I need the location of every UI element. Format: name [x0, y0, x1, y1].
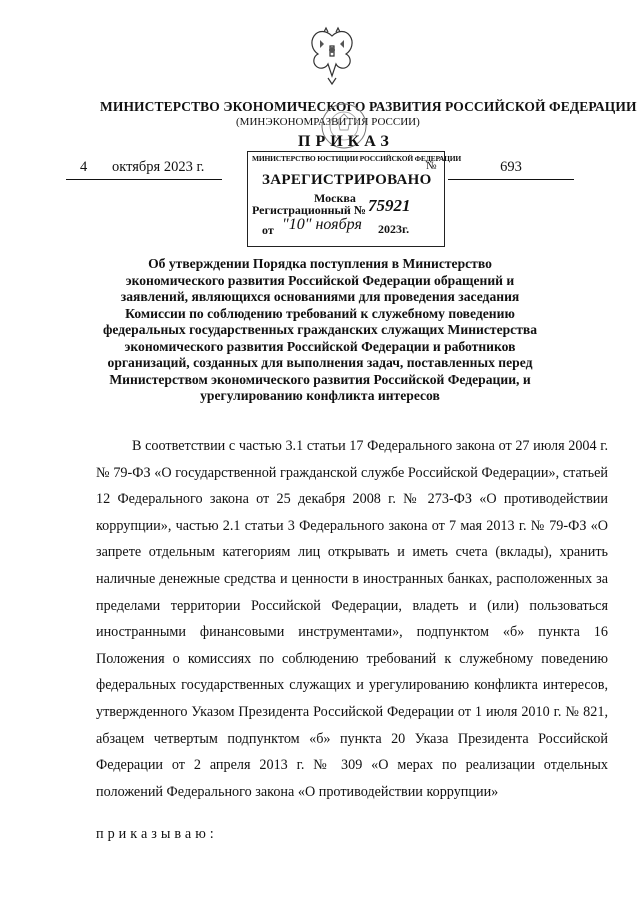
order-date — [66, 159, 222, 180]
stamp-registered: ЗАРЕГИСТРИРОВАНО — [262, 172, 432, 188]
number-sign: № — [426, 160, 437, 172]
order-date-month-year: октября 2023 г. — [112, 159, 205, 175]
stamp-date-prefix: от — [262, 223, 274, 237]
stamp-regno: 75921 — [368, 196, 411, 215]
stamp-date: "10" ноября — [282, 216, 362, 233]
stamp-city: Москва — [314, 191, 356, 205]
document-type: ПРИКАЗ — [298, 133, 394, 150]
ministry-name: МИНИСТЕРСТВО ЭКОНОМИЧЕСКОГО РАЗВИТИЯ РОССИЙСКОЙ ФЕДЕРАЦИИ — [100, 99, 637, 114]
stamp-year: 2023г. — [378, 222, 410, 236]
ministry-short-name: (МИНЭКОНОМРАЗВИТИЯ РОССИИ) — [236, 116, 420, 128]
stamp-ministry: МИНИСТЕРСТВО ЮСТИЦИИ РОССИЙСКОЙ ФЕДЕРАЦИИ — [252, 154, 461, 163]
order-word: приказываю: — [96, 826, 218, 842]
order-date-day: 4 — [80, 159, 88, 175]
stamp-regno-label: Регистрационный № — [252, 203, 366, 217]
document-title: Об утверждении Порядка поступления в Министерство экономического развития Российской Федерации обращений и заявлений, являющихся основаниями для проведения заседания Комиссии по соблюдению требований к служебному поведению федеральных государственных гражданских служащих Министерства экономического развития Российской Федерации и работников организаций, созданных для выполнения задач, поставленных перед Министерством экономического развития Российской Федерации, и урегулированию конфликта интересов — [102, 256, 538, 403]
body-paragraph: В соответствии с частью 3.1 статьи 17 Федерального закона от 27 июля 2004 г. № 79-ФЗ «О государственной гражданской службе Российской Федерации», статьей 12 Федерального закона от 25 декабря 2008 г. № 273-ФЗ «О противодействии коррупции», частью 2.1 статьи 3 Федерального закона от 7 мая 2013 г. № 79-ФЗ «О запрете отдельным категориям лиц открывать и иметь счета (вклады), хранить наличные денежные средства и ценности в иностранных банках, расположенных за пределами территории Российской Федерации, владеть и (или) пользоваться иностранными финансовыми инструментами», подпунктом «б» пункта 16 Положения о комиссиях по соблюдению требований к служебному поведению федеральных государственных служащих и урегулированию конфликта интересов, утвержденного Указом Президента Российской Федерации от 1 июля 2010 г. № 821, абзацем четвертым подпунктом «б» пункта 20 Указа Президента Российской Федерации от 2 апреля 2013 г. № 309 «О мерах по реализации отдельных положений Федерального закона «О противодействии коррупции» — [96, 438, 608, 800]
document-body — [96, 433, 608, 805]
order-number: 693 — [448, 159, 574, 180]
coat-of-arms-emblem — [304, 26, 360, 86]
